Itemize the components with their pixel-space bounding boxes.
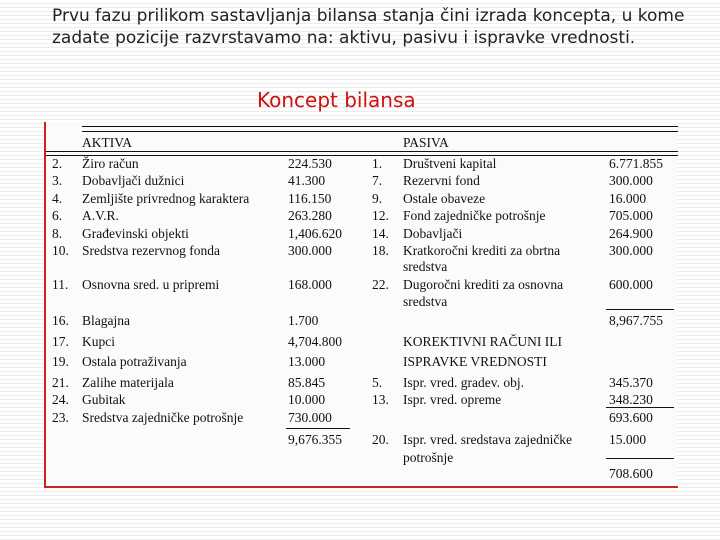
pasiva-row-num: 7.	[372, 173, 383, 188]
aktiva-row-amount: 300.000	[288, 243, 332, 258]
aktiva-row-name: Gubitak	[82, 392, 126, 407]
korektivni-row-amount: 15.000	[609, 432, 647, 447]
korektivni-subtotal-rule	[606, 407, 674, 408]
top-rule	[82, 126, 678, 127]
balance-sheet	[46, 122, 678, 486]
aktiva-row-name: Zemljište privrednog karaktera	[82, 191, 250, 206]
aktiva-total: 9,676.355	[288, 432, 342, 447]
aktiva-header: AKTIVA	[82, 135, 132, 150]
korektivni-header-line1: KOREKTIVNI RAČUNI ILI	[403, 334, 562, 349]
top-rule-2	[82, 131, 678, 132]
korektivni-row-name: Ispr. vred. sredstava zajedničke	[403, 432, 573, 447]
aktiva-row-num: 17.	[52, 334, 69, 349]
aktiva-row-name: Blagajna	[82, 313, 130, 328]
aktiva-row-num: 10.	[52, 243, 69, 258]
pasiva-row-num: 22.	[372, 277, 389, 292]
pasiva-row-num: 12.	[372, 208, 389, 223]
aktiva-row-name: Dobavljači dužnici	[82, 173, 185, 188]
aktiva-row-num: 24.	[52, 392, 69, 407]
aktiva-row-num: 3.	[52, 173, 63, 188]
intro-text: Prvu fazu prilikom sastavljanja bilansa stanja čini izrada koncepta, u kome zadate pozicije razvrstavamo na: aktivu, pasivu i ispravke vrednosti.	[52, 6, 685, 48]
pasiva-total-rule	[606, 309, 674, 310]
aktiva-row-num: 11.	[52, 277, 69, 292]
pasiva-row-name: Kratkoročni krediti za obrtna	[403, 243, 561, 258]
pasiva-row-amount: 6.771.855	[609, 156, 663, 171]
aktiva-row-amount: 168.000	[288, 277, 332, 292]
korektivni-row-name: Ispr. vred. gradev. obj.	[403, 375, 524, 390]
aktiva-row-name: Kupci	[82, 334, 115, 349]
aktiva-row-amount: 1.700	[288, 313, 319, 328]
pasiva-header: PASIVA	[403, 135, 449, 150]
pasiva-row-name-cont: sredstva	[403, 294, 448, 309]
pasiva-row-amount: 705.000	[609, 208, 653, 223]
pasiva-row-num: 14.	[372, 226, 389, 241]
korektivni-row-num: 13.	[372, 392, 389, 407]
aktiva-row-name: Sredstva rezervnog fonda	[82, 243, 220, 258]
aktiva-row-name: Žiro račun	[82, 156, 139, 171]
pasiva-row-name: Dobavljači	[403, 226, 463, 241]
korektivni-row-name-cont: potrošnje	[403, 450, 454, 465]
korektivni-subtotal: 693.600	[609, 410, 653, 425]
aktiva-row-amount: 263.280	[288, 208, 332, 223]
korektivni-header-line2: ISPRAVKE VREDNOSTI	[403, 354, 547, 369]
korektivni-row-amount: 348.230	[609, 392, 653, 407]
header-rule-2	[46, 155, 678, 156]
aktiva-row-amount: 4,704.800	[288, 334, 342, 349]
aktiva-row-num: 6.	[52, 208, 63, 223]
korektivni-total-rule	[606, 458, 674, 459]
aktiva-row-num: 21.	[52, 375, 69, 390]
pasiva-row-num: 18.	[372, 243, 389, 258]
aktiva-total-rule	[286, 428, 350, 429]
aktiva-row-amount: 13.000	[288, 354, 326, 369]
aktiva-row-name: Ostala potraživanja	[82, 354, 187, 369]
korektivni-row-amount: 345.370	[609, 375, 653, 390]
aktiva-row-num: 2.	[52, 156, 63, 171]
aktiva-row-name: Osnovna sred. u pripremi	[82, 277, 220, 292]
aktiva-row-amount: 85.845	[288, 375, 326, 390]
aktiva-row-name: Građevinski objekti	[82, 226, 189, 241]
pasiva-row-name: Dugoročni krediti za osnovna	[403, 277, 564, 292]
aktiva-row-num: 16.	[52, 313, 69, 328]
pasiva-row-name: Društveni kapital	[403, 156, 497, 171]
aktiva-row-name: Zalihe materijala	[82, 375, 174, 390]
pasiva-row-name: Ostale obaveze	[403, 191, 486, 206]
korektivni-row-name: Ispr. vred. opreme	[403, 392, 502, 407]
aktiva-row-amount: 116.150	[288, 191, 332, 206]
pasiva-total: 8,967.755	[609, 313, 663, 328]
aktiva-row-num: 19.	[52, 354, 69, 369]
aktiva-row-amount: 10.000	[288, 392, 326, 407]
aktiva-row-amount: 224.530	[288, 156, 332, 171]
pasiva-row-num: 1.	[372, 156, 383, 171]
aktiva-row-amount: 41.300	[288, 173, 326, 188]
aktiva-row-name: Sredstva zajedničke potrošnje	[82, 410, 244, 425]
pasiva-row-amount: 16.000	[609, 191, 647, 206]
aktiva-row-amount: 1,406.620	[288, 226, 342, 241]
header-rule	[46, 151, 678, 152]
pasiva-row-amount: 600.000	[609, 277, 653, 292]
korektivni-total: 708.600	[609, 466, 653, 481]
pasiva-row-name-cont: sredstva	[403, 259, 448, 274]
korektivni-row-num: 5.	[372, 375, 383, 390]
aktiva-row-num: 8.	[52, 226, 63, 241]
aktiva-row-name: A.V.R.	[82, 208, 119, 223]
pasiva-row-amount: 300.000	[609, 173, 653, 188]
pasiva-row-name: Fond zajedničke potrošnje	[403, 208, 546, 223]
aktiva-row-num: 23.	[52, 410, 69, 425]
accent-line-horizontal	[44, 486, 678, 488]
pasiva-row-num: 9.	[372, 191, 383, 206]
pasiva-row-amount: 264.900	[609, 226, 653, 241]
korektivni-row-num: 20.	[372, 432, 389, 447]
pasiva-row-amount: 300.000	[609, 243, 653, 258]
pasiva-row-name: Rezervni fond	[403, 173, 480, 188]
aktiva-row-amount: 730.000	[288, 410, 332, 425]
page-title: Koncept bilansa	[257, 88, 416, 112]
aktiva-row-num: 4.	[52, 191, 63, 206]
